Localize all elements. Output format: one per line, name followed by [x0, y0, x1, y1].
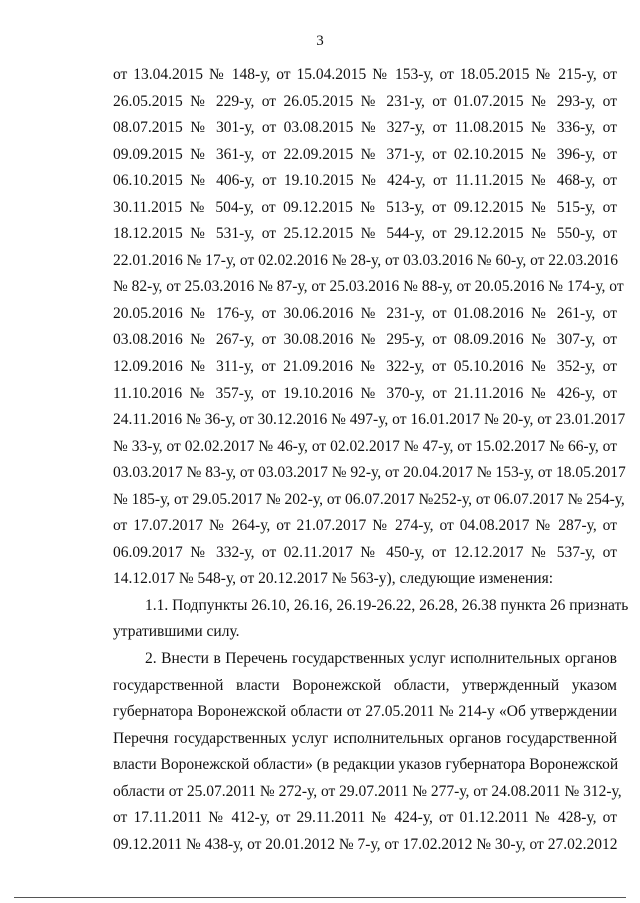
- text-line: власти Воронежской области» (в редакции указов губернатора Воронежской: [113, 756, 619, 774]
- text-line: 09.09.2015 № 361-у, от 22.09.2015 № 371-у, от 02.10.2015 № 396-у, от: [113, 145, 617, 163]
- text-line: от 17.11.2011 № 412-у, от 29.11.2011 № 424-у, от 01.12.2011 № 428-у, от: [113, 809, 617, 827]
- text-line: 12.09.2016 № 311-у, от 21.09.2016 № 322-у, от 05.10.2016 № 352-у, от: [113, 358, 617, 376]
- text-line: 20.05.2016 № 176-у, от 30.06.2016 № 231-у, от 01.08.2016 № 261-у, от: [113, 304, 617, 322]
- text-line: 03.03.2017 № 83-у, от 03.03.2017 № 92-у, от 20.04.2017 № 153-у, от 18.05.2017: [113, 464, 626, 482]
- text-line: от 17.07.2017 № 264-у, от 21.07.2017 № 274-у, от 04.08.2017 № 287-у, от: [113, 517, 617, 535]
- text-line: 06.09.2017 № 332-у, от 02.11.2017 № 450-у, от 12.12.2017 № 537-у, от: [113, 543, 617, 561]
- text-line: 30.11.2015 № 504-у, от 09.12.2015 № 513-у, от 09.12.2015 № 515-у, от: [113, 198, 617, 216]
- page-bottom-rule: [14, 897, 626, 898]
- text-line: Перечня государственных услуг исполнительных органов государственной: [113, 729, 617, 747]
- paragraph-start-line: 1.1. Подпункты 26.10, 26.16, 26.19-26.22, 26.28, 26.38 пункта 26 признать: [145, 596, 629, 614]
- text-line: 06.10.2015 № 406-у, от 19.10.2015 № 424-у, от 11.11.2015 № 468-у, от: [113, 172, 617, 190]
- text-line: 14.12.017 № 548-у, от 20.12.2017 № 563-у), следующие изменения:: [113, 570, 554, 588]
- text-line: области от 25.07.2011 № 272-у, от 29.07.2011 № 277-у, от 24.08.2011 № 312-у,: [113, 782, 622, 800]
- text-line: № 82-у, от 25.03.2016 № 87-у, от 25.03.2016 № 88-у, от 20.05.2016 № 174-у, от: [113, 278, 624, 296]
- text-line: государственной власти Воронежской области, утвержденный указом: [113, 676, 617, 694]
- text-line: 18.12.2015 № 531-у, от 25.12.2015 № 544-у, от 29.12.2015 № 550-у, от: [113, 225, 617, 243]
- text-line: 11.10.2016 № 357-у, от 19.10.2016 № 370-у, от 21.11.2016 № 426-у, от: [113, 384, 617, 402]
- text-line: 09.12.2011 № 438-у, от 20.01.2012 № 7-у, от 17.02.2012 № 30-у, от 27.02.2012: [113, 835, 618, 853]
- text-line: № 185-у, от 29.05.2017 № 202-у, от 06.07.2017 №252-у, от 06.07.2017 № 254-у,: [113, 490, 625, 508]
- text-line: 24.11.2016 № 36-у, от 30.12.2016 № 497-у, от 16.01.2017 № 20-у, от 23.01.2017: [113, 411, 626, 429]
- text-line: утратившими силу.: [113, 623, 240, 641]
- text-line: от 13.04.2015 № 148-у, от 15.04.2015 № 153-у, от 18.05.2015 № 215-у, от: [113, 66, 617, 83]
- text-line: 08.07.2015 № 301-у, от 03.08.2015 № 327-у, от 11.08.2015 № 336-у, от: [113, 119, 617, 137]
- document-body: [0, 62, 640, 858]
- page-number: 3: [316, 33, 324, 49]
- text-line: 26.05.2015 № 229-у, от 26.05.2015 № 231-у, от 01.07.2015 № 293-у, от: [113, 92, 617, 110]
- text-line: № 33-у, от 02.02.2017 № 46-у, от 02.02.2017 № 47-у, от 15.02.2017 № 66-у, от: [113, 437, 617, 455]
- paragraph-start-line: 2. Внести в Перечень государственных услуг исполнительных органов: [145, 650, 617, 668]
- text-line: 03.08.2016 № 267-у, от 30.08.2016 № 295-у, от 08.09.2016 № 307-у, от: [113, 331, 617, 349]
- text-line: 22.01.2016 № 17-у, от 02.02.2016 № 28-у, от 03.03.2016 № 60-у, от 22.03.2016: [113, 251, 619, 269]
- text-line: губернатора Воронежской области от 27.05.2011 № 214-у «Об утверждении: [113, 703, 617, 721]
